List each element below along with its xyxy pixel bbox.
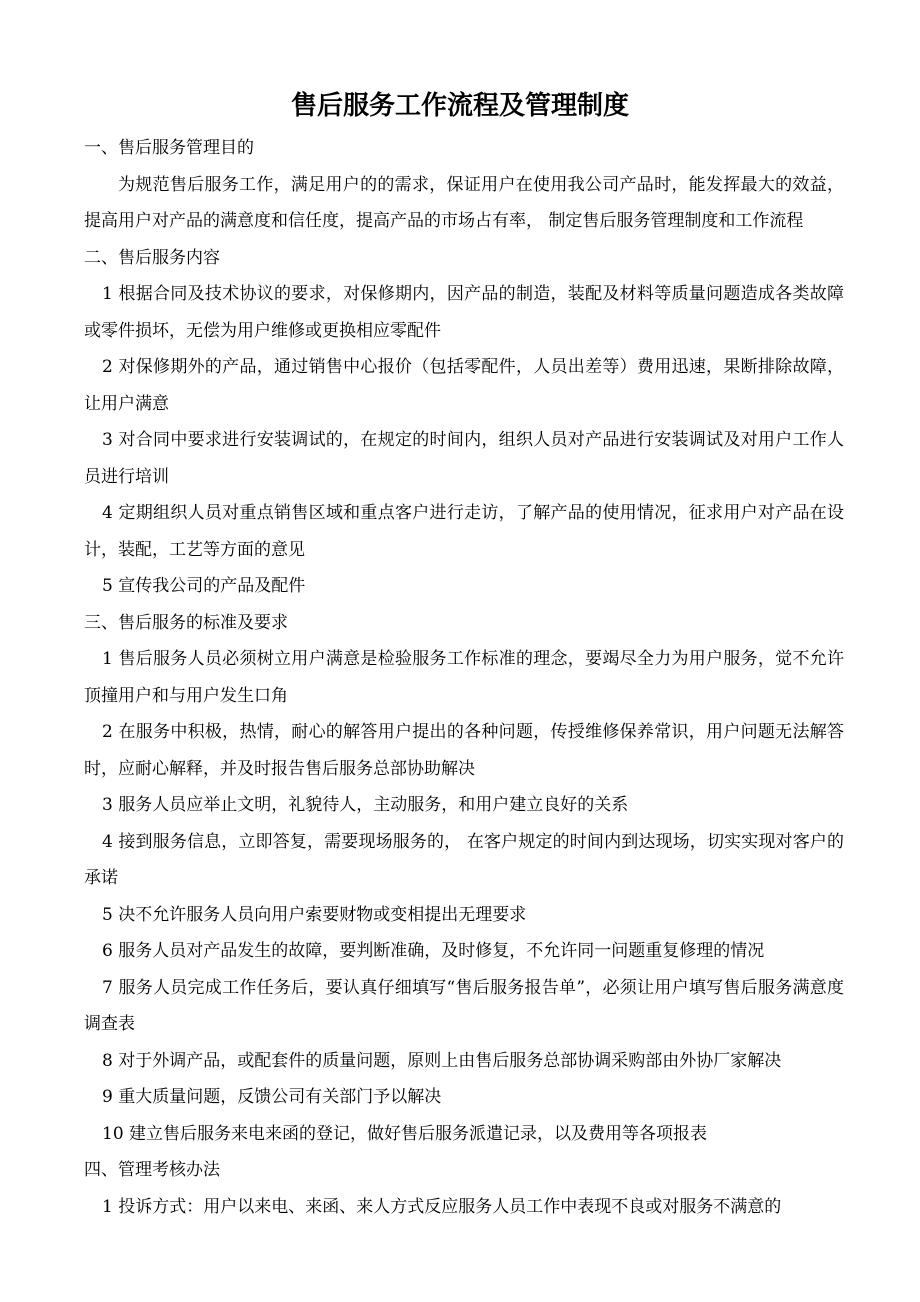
list-item: 4 定期组织人员对重点销售区域和重点客户进行走访，了解产品的使用情况，征求用户对产品在设计，装配，工艺等方面的意见 — [84, 503, 844, 560]
paragraph-purpose: 为规范售后服务工作，满足用户的的需求，保证用户在使用我公司产品时，能发挥最大的效益，提高用户对产品的满意度和信任度，提高产品的市场占有率， 制定售后服务管理制度和工作流程 — [84, 174, 844, 231]
list-item: 8 对于外调产品，或配套件的质量问题，原则上由售后服务总部协调采购部由外协厂家解决 — [102, 1050, 782, 1071]
list-item: 3 对合同中要求进行安装调试的，在规定的时间内，组织人员对产品进行安装调试及对用户工作人员进行培训 — [84, 430, 844, 487]
list-item: 4 接到服务信息，立即答复，需要现场服务的， 在客户规定的时间内到达现场，切实实现对客户的承诺 — [84, 831, 844, 888]
list-item: 1 投诉方式：用户以来电、来函、来人方式反应服务人员工作中表现不良或对服务不满意的 — [102, 1196, 782, 1217]
list-item: 2 在服务中积极，热情，耐心的解答用户提出的各种问题，传授维修保养常识，用户问题无法解答时，应耐心解释，并及时报告售后服务总部协助解决 — [84, 722, 844, 779]
list-item: 5 决不允许服务人员向用户索要财物或变相提出无理要求 — [102, 904, 527, 925]
section-heading-content: 二、售后服务内容 — [84, 247, 220, 268]
list-item: 10 建立售后服务来电来函的登记，做好售后服务派遣记录，以及费用等各项报表 — [102, 1123, 708, 1144]
list-item: 1 根据合同及技术协议的要求，对保修期内，因产品的制造，装配及材料等质量问题造成各类故障或零件损坏，无偿为用户维修或更换相应零配件 — [84, 284, 844, 341]
list-item: 9 重大质量问题，反馈公司有关部门予以解决 — [102, 1087, 442, 1107]
list-item: 5 宣传我公司的产品及配件 — [102, 576, 306, 596]
list-item: 3 服务人员应举止文明，礼貌待人，主动服务，和用户建立良好的关系 — [102, 795, 629, 815]
list-item: 1 售后服务人员必须树立用户满意是检验服务工作标准的理念，要竭尽全力为用户服务，觉不允许顶撞用户和与用户发生口角 — [84, 649, 844, 706]
document-title: 售后服务工作流程及管理制度 — [290, 91, 629, 121]
section-heading-purpose: 一、售后服务管理目的 — [84, 138, 254, 158]
section-heading-standards: 三、售后服务的标准及要求 — [84, 612, 288, 633]
list-item: 6 服务人员对产品发生的故障，要判断准确，及时修复，不允许同一问题重复修理的情况 — [102, 941, 765, 961]
list-item: 7 服务人员完成工作任务后，要认真仔细填写“售后服务报告单”，必须让用户填写售后服务满意度调查表 — [84, 977, 844, 1034]
section-heading-assessment: 四、管理考核办法 — [84, 1160, 220, 1180]
list-item: 2 对保修期外的产品，通过销售中心报价（包括零配件，人员出差等）费用迅速，果断排除故障，让用户满意 — [84, 357, 844, 414]
document-body — [84, 130, 844, 1225]
